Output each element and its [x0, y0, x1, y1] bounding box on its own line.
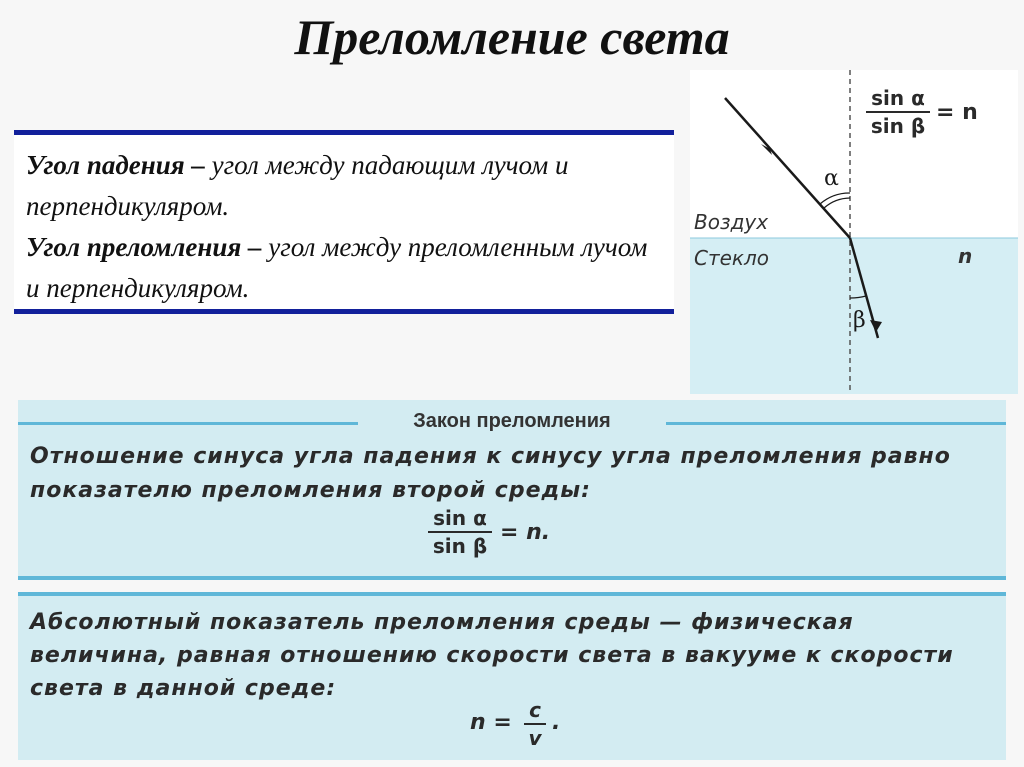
law-formula-numerator: sin α — [433, 506, 487, 530]
diagram-formula-denominator: sin β — [870, 114, 926, 138]
law-bottom-line — [18, 576, 1006, 580]
incidence-definition: угол между падающим лучом и перпендикуляром. — [26, 150, 569, 221]
refraction-diagram — [690, 70, 1018, 394]
absolute-formula — [524, 698, 546, 750]
absolute-formula-bar — [524, 723, 546, 725]
law-formula — [428, 506, 492, 558]
n-label: n — [958, 244, 973, 268]
definitions-box — [14, 130, 674, 314]
law-formula-rhs: = n. — [500, 520, 551, 545]
diagram-formula-rhs: = n — [936, 100, 978, 125]
refraction-term: Угол преломления – — [26, 232, 262, 262]
alpha-arc-inner — [824, 198, 850, 208]
definitions-text — [26, 145, 666, 309]
law-statement: Отношение синуса угла падения к синусу угла преломления равно показателю преломления второй среды: — [30, 444, 951, 503]
absolute-formula-numerator: c — [529, 698, 541, 722]
absolute-index-definition: Абсолютный показатель преломления среды — физическая величина, равная отношению скорости света в вакууме к скорости света в данной среде: — [30, 610, 954, 701]
law-formula-bar — [428, 531, 492, 533]
absolute-formula-lhs: n = — [470, 710, 512, 735]
refracted-arrow — [870, 320, 882, 332]
absolute-formula-denominator: v — [528, 726, 542, 750]
air-label: Воздух — [694, 210, 769, 234]
incidence-term: Угол падения – — [26, 150, 205, 180]
law-formula-denominator: sin β — [432, 534, 488, 558]
glass-label: Стекло — [694, 246, 770, 270]
beta-label: β — [853, 308, 866, 333]
diagram-formula-numerator: sin α — [871, 86, 925, 110]
absolute-index-panel — [18, 592, 1006, 760]
absolute-formula-end: . — [552, 710, 561, 735]
refraction-definition: угол между преломленным лучом и перпендикуляром. — [26, 232, 648, 303]
alpha-label: α — [824, 166, 839, 191]
law-heading: Закон преломления — [413, 410, 611, 432]
slide-title: Преломление света — [294, 9, 730, 65]
law-panel — [18, 400, 1006, 580]
diagram-formula — [866, 86, 930, 138]
diagram-formula-bar — [866, 111, 930, 113]
beta-arc — [850, 296, 866, 298]
